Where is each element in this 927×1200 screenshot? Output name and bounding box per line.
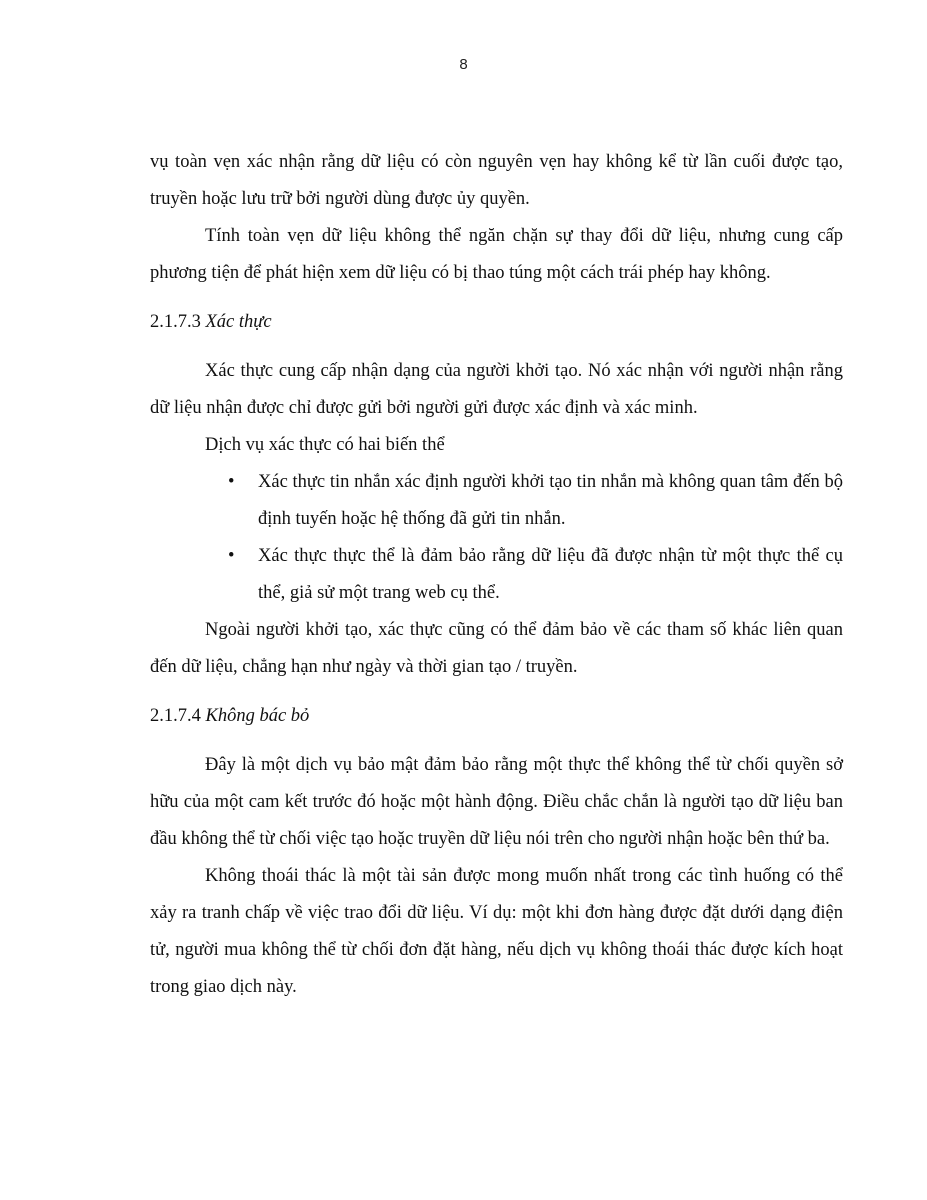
section-heading-non-repudiation: [150, 698, 843, 735]
paragraph-non-repudiation: Đây là một dịch vụ bảo mật đảm bảo rằng một thực thể không thể từ chối quyền sở hữu của một cam kết trước đó hoặc một hành động. Điều chắc chắn là người tạo dữ liệu ban đầu không thể từ chối việc tạo hoặc truyền dữ liệu nói trên cho người nhận hoặc bên thứ ba.: [150, 755, 843, 849]
paragraph-authentication-variants: Dịch vụ xác thực có hai biến thể: [205, 435, 445, 455]
section-title: Không bác bỏ: [205, 706, 310, 726]
section-number: 2.1.7.3: [150, 312, 201, 332]
paragraph-authentication-params: Ngoài người khởi tạo, xác thực cũng có thể đảm bảo về các tham số khác liên quan đến dữ liệu, chẳng hạn như ngày và thời gian tạo / truyền.: [150, 620, 843, 677]
section-title: Xác thực: [205, 312, 272, 332]
section-heading-authentication: [150, 304, 843, 341]
list-item-text: Xác thực tin nhắn xác định người khởi tạo tin nhắn mà không quan tâm đến bộ định tuyến hoặc hệ thống đã gửi tin nhắn.: [258, 472, 843, 529]
bullet-icon: •: [228, 546, 235, 566]
paragraph-authentication: Xác thực cung cấp nhận dạng của người khởi tạo. Nó xác nhận với người nhận rằng dữ liệu nhận được chỉ được gửi bởi người gửi được xác định và xác minh.: [150, 361, 843, 418]
list-item: [150, 538, 843, 612]
paragraph-integrity-limits: Tính toàn vẹn dữ liệu không thể ngăn chặn sự thay đổi dữ liệu, nhưng cung cấp phương tiện để phát hiện xem dữ liệu có bị thao túng một cách trái phép hay không.: [150, 226, 843, 283]
bullet-icon: •: [228, 472, 235, 492]
section-number: 2.1.7.4: [150, 706, 201, 726]
list-item: [150, 464, 843, 538]
paragraph-integrity-continued: vụ toàn vẹn xác nhận rằng dữ liệu có còn nguyên vẹn hay không kể từ lần cuối được tạo, truyền hoặc lưu trữ bởi người dùng được ủy quyền.: [150, 152, 843, 209]
document-body: [150, 144, 843, 1006]
list-item-text: Xác thực thực thể là đảm bảo rằng dữ liệu đã được nhận từ một thực thể cụ thể, giả sử một trang web cụ thể.: [258, 546, 843, 603]
paragraph-non-repudiation-example: Không thoái thác là một tài sản được mong muốn nhất trong các tình huống có thể xảy ra tranh chấp về việc trao đổi dữ liệu. Ví dụ: một khi đơn hàng được đặt dưới dạng điện tử, người mua không thể từ chối đơn đặt hàng, nếu dịch vụ không thoái thác được kích hoạt trong giao dịch này.: [150, 866, 843, 997]
page-number: 8: [459, 56, 468, 73]
bullet-list: [150, 464, 843, 612]
